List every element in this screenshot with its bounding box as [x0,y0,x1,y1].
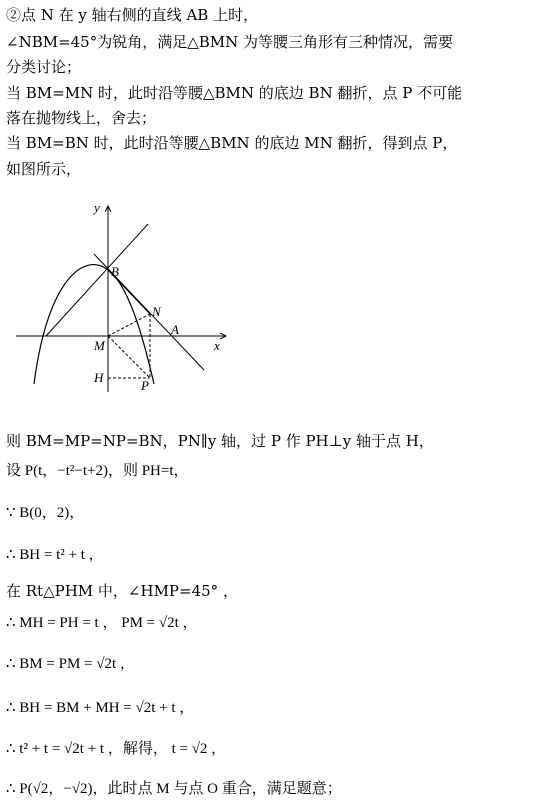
label-h: H [94,370,104,385]
text-line-3: 分类讨论； [6,58,82,76]
text-line-14: ∴ BM = PM = √2t ， [6,656,135,672]
geometry-figure [8,196,238,394]
parabola-curve [34,265,154,384]
text-line-5: 落在抛物线上，舍去； [6,109,157,127]
text-line-17: ∴ P(√2，−√2)，此时点 M 与点 O 重合，满足题意； [6,781,342,797]
text-line-8: 则 BM=MP=NP=BN，PN∥y 轴，过 P 作 PH⊥y 轴于点 H， [6,432,434,450]
text-line-10: ∵ B(0，2)， [6,505,85,521]
text-line-13: ∴ MH = PH = t ， PM = √2t ， [6,615,198,631]
text-line-6: 当 BM=BN 时，此时沿等腰△BMN 的底边 MN 翻折，得到点 P， [6,134,458,152]
text-line-7: 如图所示， [6,160,82,178]
text-line-9: 设 P(t，−t²−t+2)，则 PH=t， [6,463,189,479]
text-line-12: 在 Rt△PHM 中，∠HMP=45° ， [6,582,238,600]
label-y-axis: y [94,200,100,215]
label-n: N [152,304,161,319]
line-through-b-a [46,224,148,336]
label-x-axis: x [214,338,220,353]
text-line-11: ∴ BH = t² + t ， [6,547,104,563]
text-line-4: 当 BM=MN 时，此时沿等腰△BMN 的底边 BN 翻折，点 P 不可能 [6,84,463,102]
segment-mn [108,314,150,336]
label-b: B [111,264,119,279]
text-line-2: ∠NBM=45°为锐角，满足△BMN 为等腰三角形有三种情况，需要 [6,33,454,51]
text-line-15: ∴ BH = BM + MH = √2t + t ， [6,700,195,716]
label-m: M [94,338,105,353]
label-p: P [141,378,149,393]
text-line-16: ∴ t² + t = √2t + t ，解得， t = √2 ， [6,741,227,757]
text-line-1: ②点 N 在 y 轴右侧的直线 AB 上时， [6,6,259,24]
label-a: A [171,322,179,337]
